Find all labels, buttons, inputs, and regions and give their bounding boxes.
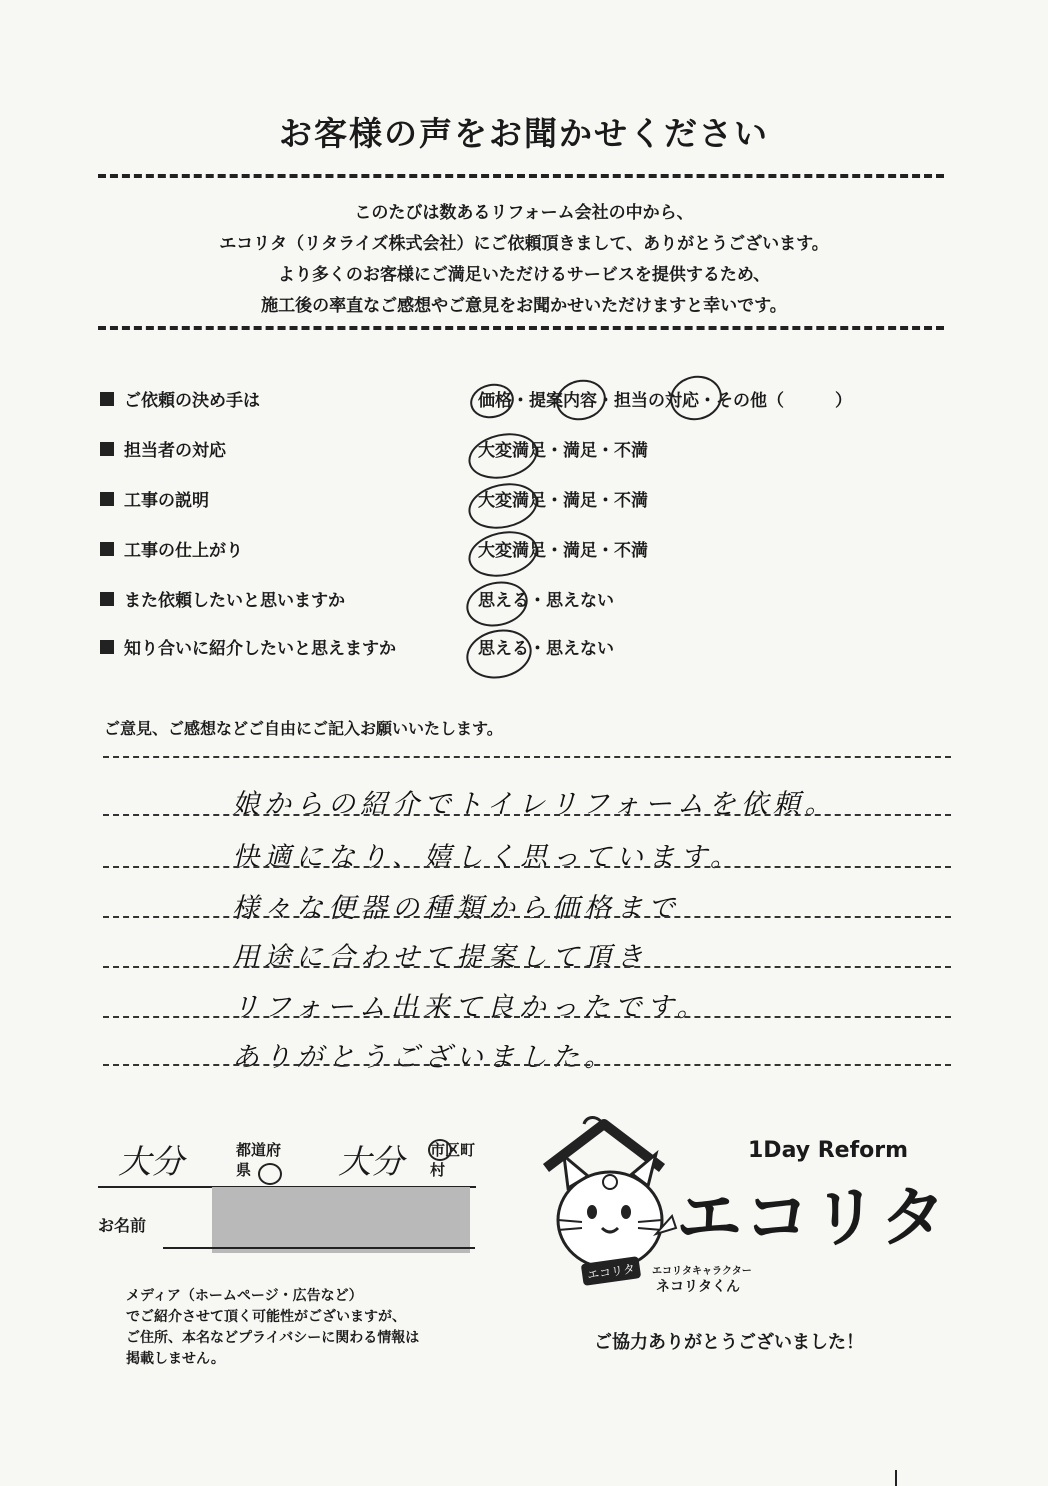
intro-text — [0, 198, 1048, 322]
bullet-square-icon — [100, 640, 114, 654]
intro-line: このたびは数あるリフォーム会社の中から、 — [354, 203, 694, 223]
handwritten-comment: リフォーム出来て良かったです。 — [232, 992, 709, 1023]
answer-circle-mark — [258, 1163, 282, 1185]
answer-circle-mark — [552, 375, 609, 425]
handwritten-city[interactable]: 大分 — [338, 1142, 404, 1181]
bullet-square-icon — [100, 592, 114, 606]
question-options[interactable]: 大変満足・満足・不満 — [478, 541, 648, 561]
media-note-line: メディア（ホームページ・広告など） — [126, 1288, 363, 1304]
question-request-again — [100, 586, 960, 616]
media-note-line: ご住所、本名などプライバシーに関わる情報は — [126, 1330, 420, 1346]
answer-circle-mark — [666, 371, 726, 425]
question-options[interactable]: 価格・提案内容・担当の対応・その他（ ） — [478, 391, 852, 411]
divider — [103, 756, 951, 758]
question-label: 工事の説明 — [124, 491, 209, 511]
writing-line — [103, 966, 951, 968]
handwritten-comment: 快適になり、嬉しく思っています。 — [232, 842, 742, 873]
handwritten-comment: 用途に合わせて提案して頂き — [232, 942, 648, 973]
question-options[interactable]: 大変満足・満足・不満 — [478, 441, 648, 461]
question-label: ご依頼の決め手は — [124, 391, 260, 411]
handwritten-prefecture[interactable]: 大分 — [118, 1142, 184, 1181]
name-label: お名前 — [98, 1216, 147, 1235]
intro-line: 施工後の率直なご感想やご意見をお聞かせいただけますと幸いです。 — [261, 296, 787, 316]
writing-line — [103, 916, 951, 918]
media-note-line: でご紹介させて頂く可能性がございますが、 — [126, 1309, 406, 1325]
bullet-square-icon — [100, 542, 114, 556]
writing-line — [103, 1016, 951, 1018]
city-suffix: 市区町村 — [430, 1141, 476, 1179]
answer-circle-mark — [462, 624, 537, 685]
divider — [98, 174, 944, 178]
writing-line — [103, 866, 951, 868]
bullet-square-icon — [100, 492, 114, 506]
character-name: ネコリタくん — [656, 1279, 740, 1295]
intro-line: エコリタ（リタライズ株式会社）にご依頼頂きまして、ありがとうございます。 — [219, 234, 829, 254]
handwritten-comment: 様々な便器の種類から価格まで — [232, 893, 680, 924]
intro-line: より多くのお客様にご満足いただけるサービスを提供するため、 — [277, 265, 771, 285]
question-decision-factor — [100, 386, 960, 416]
edge-tick — [895, 1470, 897, 1486]
bullet-square-icon — [100, 442, 114, 456]
writing-line — [103, 1064, 951, 1066]
question-label: 工事の仕上がり — [124, 541, 243, 561]
page-title: お客様の声をお聞かせください — [279, 114, 769, 153]
comment-prompt: ご意見、ご感想などご自由にご記入お願いいたします。 — [104, 719, 503, 738]
answer-circle-mark — [462, 576, 532, 632]
name-line — [163, 1247, 475, 1249]
question-options[interactable]: 思える・思えない — [478, 591, 614, 611]
question-options[interactable]: 思える・思えない — [478, 639, 614, 659]
bullet-square-icon — [100, 392, 114, 406]
handwritten-comment: ありがとうございました。 — [232, 1042, 616, 1073]
question-label: 知り合いに紹介したいと思えますか — [124, 639, 396, 659]
writing-line — [103, 814, 951, 816]
media-note — [126, 1286, 419, 1370]
handwritten-comment: 娘からの紹介でトイレリフォームを依頼。 — [232, 789, 837, 820]
thanks-message: ご協力ありがとうございました！ — [594, 1332, 864, 1353]
question-label: また依頼したいと思いますか — [124, 591, 345, 611]
brand-logo: エコリタ — [676, 1179, 948, 1256]
question-options[interactable]: 大変満足・満足・不満 — [478, 491, 648, 511]
media-note-line: 掲載しません。 — [126, 1351, 225, 1367]
answer-circle-mark — [464, 525, 542, 583]
divider — [98, 326, 944, 330]
answer-circle-mark — [428, 1139, 452, 1161]
brand-tagline: 1Day Reform — [748, 1138, 909, 1163]
character-caption: エコリタキャラクター — [652, 1266, 752, 1277]
redacted-name — [212, 1187, 470, 1253]
question-label: 担当者の対応 — [124, 441, 226, 461]
prefecture-suffix: 都道府県 — [236, 1141, 282, 1179]
mascot-badge: エコリタ — [586, 1261, 636, 1283]
